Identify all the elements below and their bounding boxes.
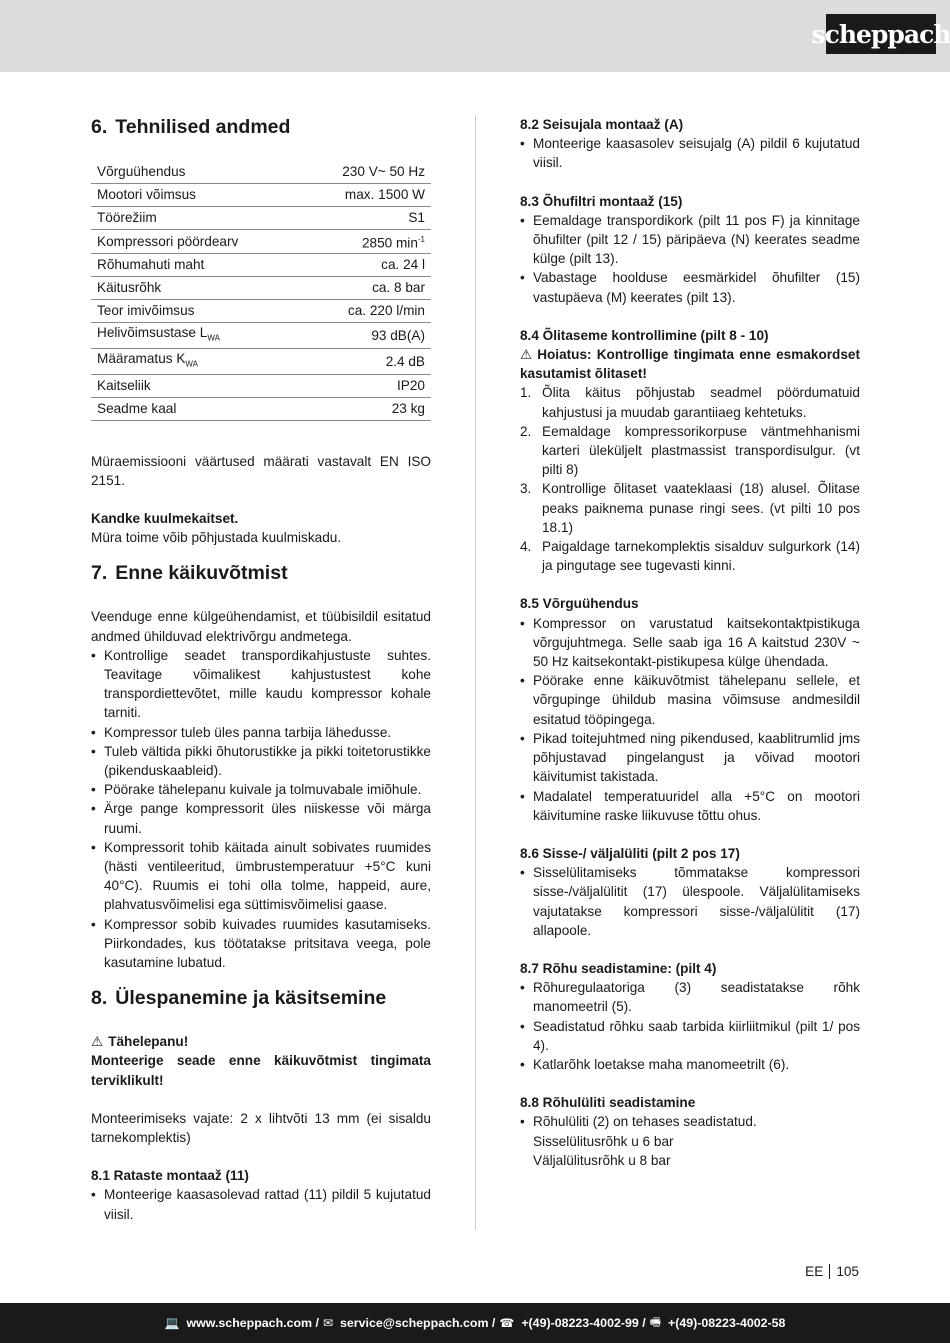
spec-value: 230 V~ 50 Hz (301, 161, 431, 184)
attention-text: Monteerige seade enne käikuvõtmist tingimata terviklikult! (91, 1053, 431, 1088)
spec-value: S1 (301, 207, 431, 230)
spec-label: Teor imivõimsus (91, 299, 301, 322)
spec-row (91, 397, 431, 420)
spec-row (91, 348, 431, 374)
list-item: • Kompressorit tohib käitada ainult sobivates ruumides (hästi ventileeritud, ümbrustemperatuur +5°C kuni 40°C). Ruumis ei tohi olla tolme, happeid, aure, plahvatusvõimelisi ega süttimisvõimelisi gaase. (91, 838, 431, 915)
list-item: • Monteerige kaasasolevad rattad (11) pildil 5 kujutatud viisil. (91, 1185, 431, 1223)
section-8-2-list (520, 134, 860, 172)
list-item: • Kompressor on varustatud kaitsekontaktpistikuga võrgujuhtmega. Selle saab iga 16 A kaitstud 230V ~ 50 Hz kaitsekontakt-pistikupesa külge ühendada. (520, 614, 860, 672)
column-divider (475, 115, 476, 1230)
list-item: • Ärge pange kompressorit üles niiskesse või märga ruumi. (91, 799, 431, 837)
spec-row (91, 322, 431, 348)
ear-protection-title: Kandke kuulmekaitset. (91, 510, 239, 526)
list-item: 2. Eemaldage kompressorikorpuse väntmehhanismi karteri üleküljelt plastmassist transpordisulgur. (vt pilti 8) (520, 423, 860, 478)
spec-row (91, 299, 431, 322)
spec-row (91, 253, 431, 276)
section-8-2-title: 8.2 Seisujala montaaž (A) (520, 117, 684, 132)
section-8-1-title: 8.1 Rataste montaaž (11) (91, 1168, 249, 1184)
email-icon: ✉ (322, 1316, 334, 1330)
section-8-6-title: 8.6 Sisse-/ väljalüliti (pilt 2 pos 17) (520, 845, 740, 861)
computer-icon: 💻 (164, 1316, 180, 1330)
spec-row (91, 230, 431, 254)
spec-table (91, 161, 431, 421)
section-8-7-list (520, 978, 860, 1074)
section-7-heading: 7. Enne käikuvõtmist (91, 562, 288, 585)
spec-label: Kompressori pöördearv (91, 230, 301, 254)
footer-bar (0, 1303, 950, 1343)
section-8-1-list (91, 1185, 431, 1223)
spec-value: ca. 220 l/min (301, 299, 431, 322)
section-8-3-list (520, 211, 860, 307)
attention-title: ⚠ Tähelepanu! (91, 1032, 431, 1051)
list-item: • Kompressor tuleb üles panna tarbija lähedusse. (91, 723, 431, 742)
list-item: Sisselülitusrõhk u 6 bar (533, 1133, 674, 1149)
spec-value: 93 dB(A) (301, 322, 431, 348)
list-item: • Kontrollige seadet transpordikahjustuste suhtes. Teavitage võimalikest kahjustustest kohe transpordiettevõtet, mille kaudu kompressor kohale tarniti. (91, 646, 431, 723)
list-item: • Rõhulüliti (2) on tehases seadistatud. (520, 1112, 860, 1131)
list-item: Väljalülitusrõhk u 8 bar (533, 1152, 671, 1168)
oil-warning: ⚠ Hoiatus: Kontrollige tingimata enne esmakordset kasutamist õlitaset! (520, 347, 860, 382)
ear-protection-text: Müra toime võib põhjustada kuulmiskadu. (91, 530, 342, 546)
spec-row (91, 276, 431, 299)
list-item: • Rõhuregulaatoriga (3) seadistatakse rõhk manomeetril (5). (520, 978, 860, 1016)
section-8-heading: 8. Ülespanemine ja käsitsemine (91, 987, 387, 1010)
spec-row (91, 374, 431, 397)
section-8-4-steps (520, 383, 860, 575)
section-8-8-list (520, 1112, 860, 1131)
list-item: • Sisselülitamiseks tõmmatakse kompressori sisse-/väljalülitit (17) ülespoole. Väljalülitamiseks vajutatakse kompressori sisse-/väljalülitit (17) allapoole. (520, 863, 860, 940)
spec-label: Mootori võimsus (91, 184, 301, 207)
list-item: • Monteerige kaasasolev seisujalg (A) pildil 6 kujutatud viisil. (520, 134, 860, 172)
section-7-list (91, 646, 431, 972)
list-item: 1. Õlita käitus põhjustab seadmel pöördumatuid kahjustusi ja muudab garantiiaeg kehtetuks. (520, 385, 860, 420)
scheppach-logo: scheppach (826, 14, 936, 54)
list-item: • Pöörake tähelepanu kuivale ja tolmuvabale imiõhule. (91, 780, 431, 799)
list-item: 3. Kontrollige õlitaset vaateklaasi (18) alusel. Õlitase peaks paiknema punase ringi sees. (vt pilti 10 pos 18.1) (520, 481, 860, 535)
spec-value: IP20 (301, 374, 431, 397)
section-8-3-title: 8.3 Õhufiltri montaaž (15) (520, 193, 683, 209)
spec-value: 2.4 dB (301, 348, 431, 374)
warning-icon: ⚠ (520, 347, 533, 363)
page-number-value: 105 (836, 1264, 859, 1279)
spec-value: ca. 24 l (301, 253, 431, 276)
left-column (91, 115, 431, 1224)
warning-icon: ⚠ (91, 1034, 104, 1050)
spec-row (91, 184, 431, 207)
section-8-5-title: 8.5 Võrguühendus (520, 596, 639, 612)
section-8-7-title: 8.7 Rõhu seadistamine: (pilt 4) (520, 960, 717, 976)
spec-label: Töörežiim (91, 207, 301, 230)
list-item: • Madalatel temperatuuridel alla +5°C on mootori käivitumine raske liikuvuse tõttu ohus. (520, 787, 860, 825)
section-7-intro: Veenduge enne külgeühendamist, et tüübisildil esitatud andmed ühilduvad elektrivõrgu andmetega. (91, 609, 431, 644)
list-item: • Eemaldage transpordikork (pilt 11 pos F) ja kinnitage õhufilter (pilt 12 / 15) päripäeva (N) keerates seadme külge (pilt 13). (520, 211, 860, 269)
section-8-5-list (520, 614, 860, 825)
phone-icon: ☎ (499, 1316, 515, 1330)
spec-row (91, 207, 431, 230)
spec-label: Võrguühendus (91, 161, 301, 184)
section-8-8-title: 8.8 Rõhulüliti seadistamine (520, 1095, 696, 1111)
footer-fax: +(49)-08223-4002-58 (667, 1316, 786, 1330)
section-8-8-pressures (520, 1132, 860, 1170)
spec-label: Määramatus $K_{WA}$ (91, 348, 301, 374)
fax-icon: 🖷 (649, 1314, 661, 1329)
page-number (805, 1264, 859, 1279)
section-8-4-title: 8.4 Õlitaseme kontrollimine (pilt 8 - 10) (520, 327, 769, 343)
right-column (520, 115, 860, 1170)
spec-label: Kaitseliik (91, 374, 301, 397)
list-item: • Katlarõhk loetakse maha manomeetrilt (6). (520, 1055, 860, 1074)
section-8-6-list (520, 863, 860, 940)
spec-value: 23 kg (301, 397, 431, 420)
spec-label: Helivõimsustase $L_{WA}$ (91, 322, 301, 348)
list-item: 4. Paigaldage tarnekomplektis sisalduv sulgurkork (14) ja pingutage see tugevasti kinni. (520, 539, 860, 574)
list-item: • Tuleb vältida pikki õhutorustikke ja pikki toitetorustikke (pikenduskaableid). (91, 742, 431, 780)
footer-website: www.scheppach.com / (186, 1316, 319, 1330)
page-number-separator (829, 1264, 830, 1279)
top-bar (0, 0, 950, 72)
list-item: • Pöörake enne käikuvõtmist tähelepanu sellele, et võrgupinge ühildub masina võimsuse andmesildil esitatud tööpingega. (520, 671, 860, 729)
language-code: EE (805, 1264, 824, 1279)
list-item: • Vabastage hoolduse eesmärkidel õhufilter (15) vastupäeva (M) keerates (pilt 13). (520, 268, 860, 306)
spec-value: 2850 $\min^{-1}$ (301, 230, 431, 254)
spec-label: Rõhumahuti maht (91, 253, 301, 276)
spec-label: Seadme kaal (91, 397, 301, 420)
spec-row (91, 161, 431, 184)
list-item: • Pikad toitejuhtmed ning pikendused, kaablitrumlid jms põhjustavad pingelangust ja võivad mootori käivitumist takistada. (520, 729, 860, 787)
list-item: • Kompressor sobib kuivades ruumides kasutamiseks. Piirkondades, kus töötatakse pritsitava veega, pole kasutamine lubatud. (91, 915, 431, 973)
noise-text: Müraemissiooni väärtused määrati vastavalt EN ISO 2151. (91, 453, 431, 488)
footer-phone: +(49)-08223-4002-99 / (521, 1316, 646, 1330)
list-item: • Seadistatud rõhku saab tarbida kiirliitmikul (pilt 1/ pos 4). (520, 1017, 860, 1055)
spec-value: ca. 8 bar (301, 276, 431, 299)
section-6-heading: 6. Tehnilised andmed (91, 116, 291, 138)
spec-value: max. 1500 W (301, 184, 431, 207)
footer-email: service@scheppach.com / (340, 1316, 496, 1330)
tools-text: Monteerimiseks vajate: 2 x lihtvõti 13 mm (ei sisaldu tarnekomplektis) (91, 1110, 431, 1146)
spec-label: Käitusrõhk (91, 276, 301, 299)
